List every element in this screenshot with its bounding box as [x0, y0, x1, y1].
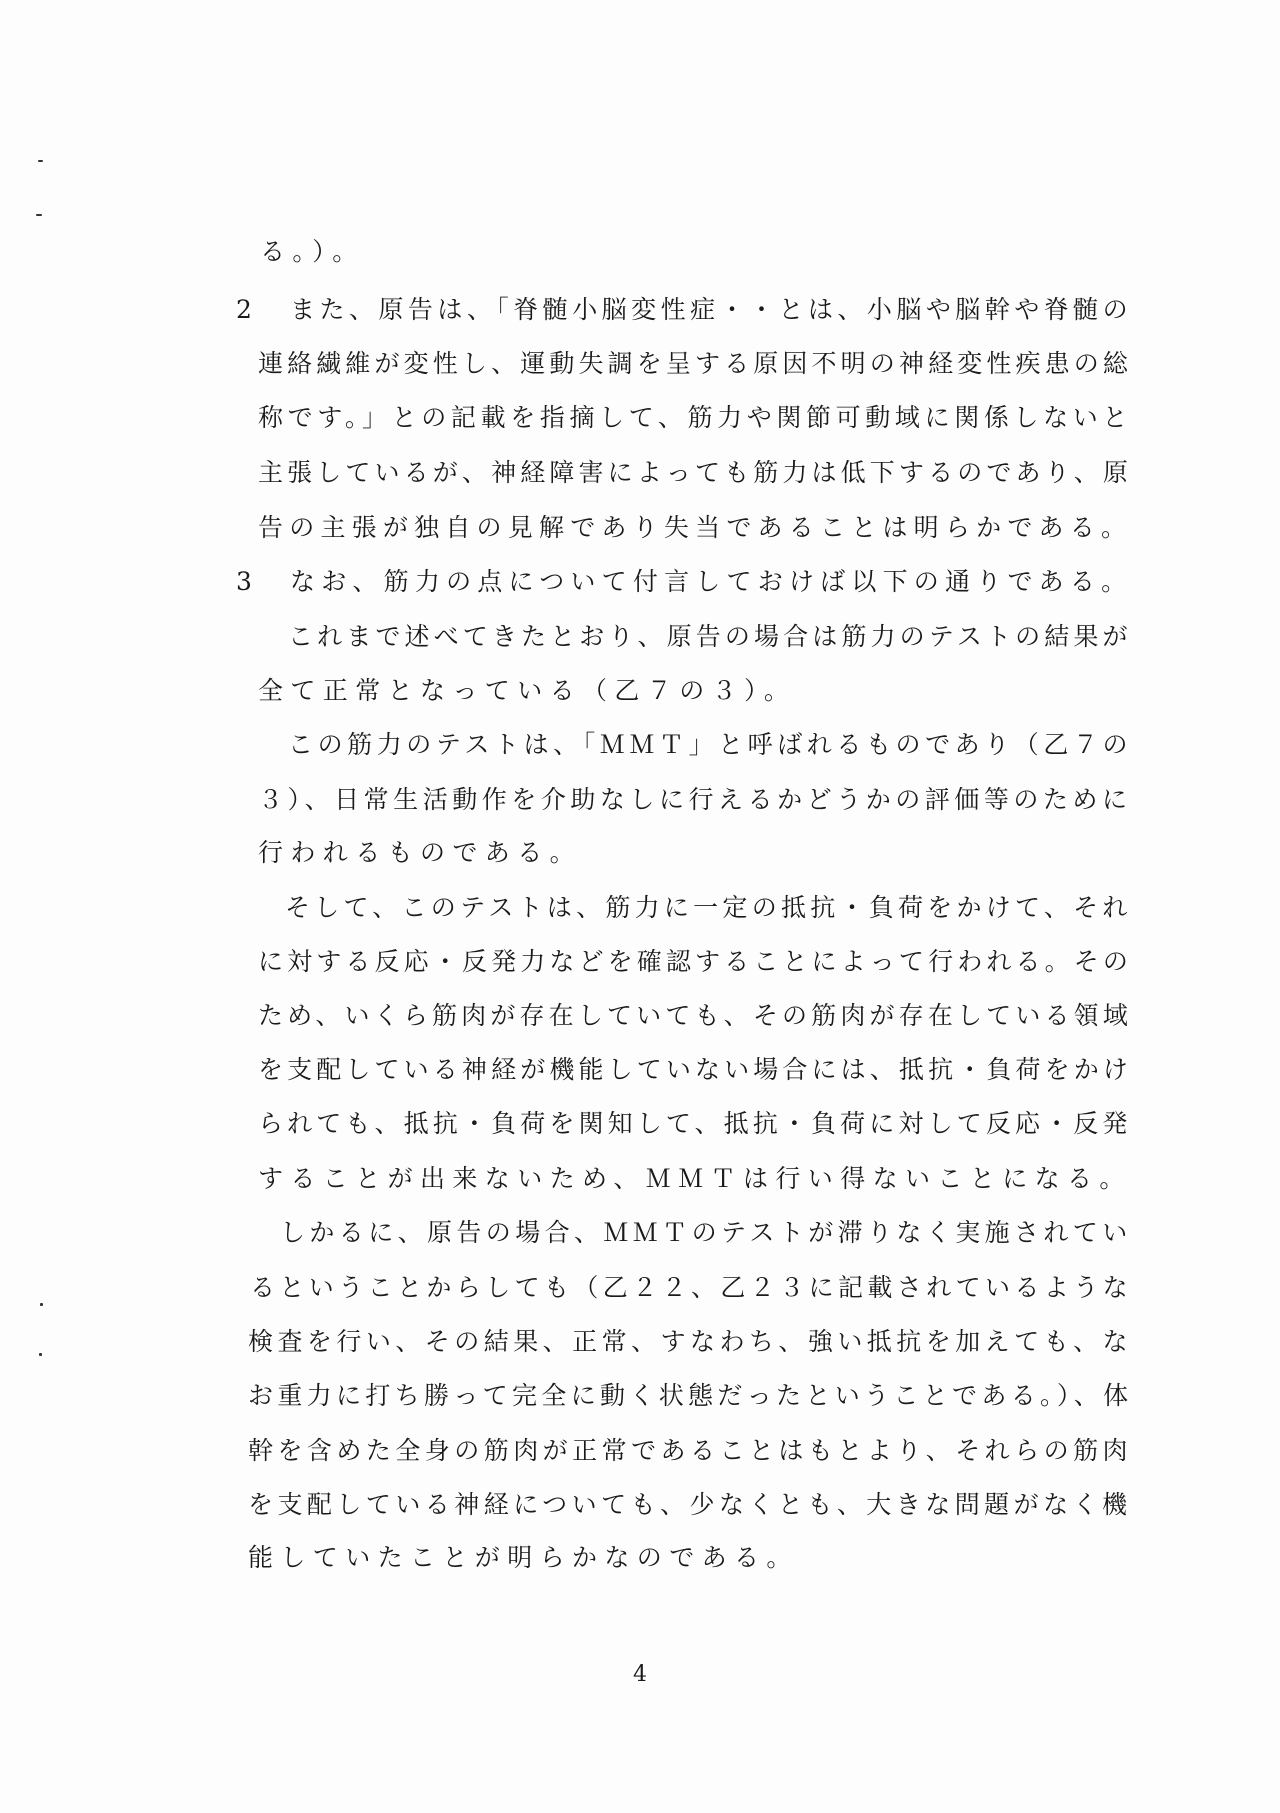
text-line: 全て正常となっている（乙７の３）。	[258, 676, 797, 705]
text-line: 行われるものである。	[258, 838, 583, 867]
text-line: この筋力のテストは、「ＭＭＴ」と呼ばれるものであり（乙７の	[288, 730, 1133, 759]
text-line: ３）、日常生活動作を介助なしに行えるかどうかの評価等のために	[258, 785, 1132, 814]
text-line: るということからしても（乙２２、乙２３に記載されているような	[250, 1273, 1133, 1302]
text-line: 称です。」との記載を指摘して、筋力や関節可動域に関係しないと	[258, 403, 1133, 432]
text-line: 告の主張が独自の見解であり失当であることは明らかである。	[258, 513, 1133, 542]
text-line: なお、筋力の点について付言しておけば以下の通りである。	[290, 567, 1133, 596]
scan-speck	[36, 214, 42, 216]
text-line: これまで述べてきたとおり、原告の場合は筋力のテストの結果が	[288, 622, 1132, 651]
text-line: お重力に打ち勝って完全に動く状態だったということである。）、体	[248, 1381, 1133, 1410]
page-number: 4	[633, 1662, 647, 1687]
text-line: られても、抵抗・負荷を関知して、抵抗・負荷に対して反応・反発	[258, 1109, 1132, 1138]
text-line: 能していたことが明らかなのである。	[248, 1543, 799, 1572]
text-line: 検査を行い、その結果、正常、すなわち、強い抵抗を加えても、な	[248, 1327, 1133, 1356]
text-line: を支配している神経が機能していない場合には、抵抗・負荷をかけ	[258, 1055, 1133, 1084]
text-line: 主張しているが、神経障害によっても筋力は低下するのであり、原	[258, 458, 1133, 487]
text-line: また、原告は、「脊髄小脳変性症・・とは、小脳や脳幹や脊髄の	[290, 295, 1133, 324]
text-line: しかるに、原告の場合、ＭＭＴのテストが滞りなく実施されてい	[280, 1218, 1132, 1247]
text-line: ため、いくら筋肉が存在していても、その筋肉が存在している領域	[258, 1001, 1133, 1030]
text-line: することが出来ないため、ＭＭＴは行い得ないことになる。	[258, 1164, 1132, 1193]
item-number: 3	[236, 567, 252, 596]
text-line: そして、このテストは、筋力に一定の抵抗・負荷をかけて、それ	[285, 893, 1132, 922]
text-line: 幹を含めた全身の筋肉が正常であることはもとより、それらの筋肉	[248, 1436, 1133, 1465]
text-line: を支配している神経についても、少なくとも、大きな問題がなく機	[248, 1490, 1132, 1519]
scan-speck	[39, 1353, 42, 1356]
text-line: 連絡繊維が変性し、運動失調を呈する原因不明の神経変性疾患の総	[258, 349, 1133, 378]
item-number: 2	[236, 295, 252, 324]
text-line: に対する反応・反発力などを確認することによって行われる。その	[258, 947, 1133, 976]
scan-speck	[40, 1303, 43, 1306]
scan-speck	[38, 160, 43, 162]
text-line: る。）。	[260, 237, 365, 266]
